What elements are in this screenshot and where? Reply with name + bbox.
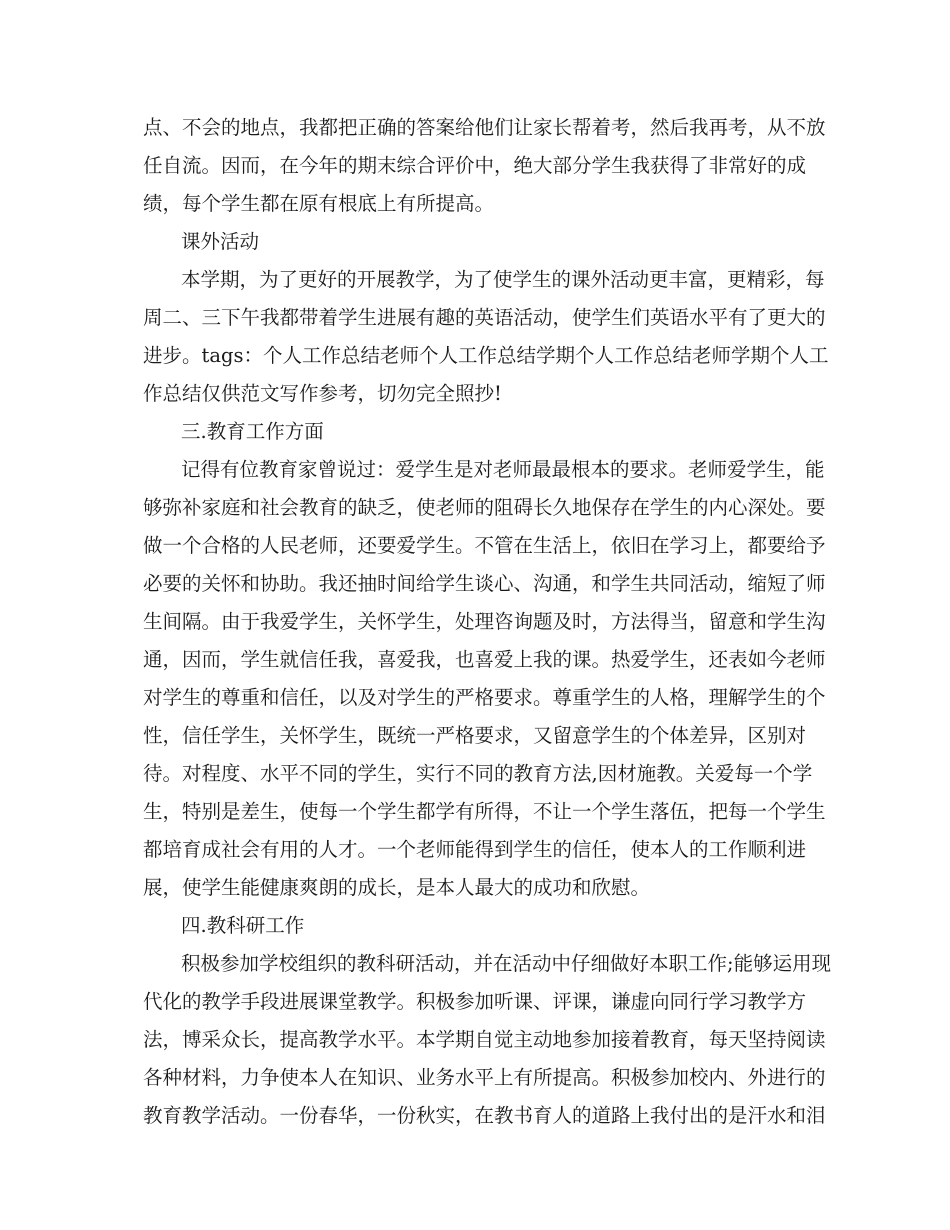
- text-line: 都培育成社会有用的人才。一个老师能得到学生的信任，使本人的工作顺利进: [143, 838, 807, 861]
- section-heading: 课外活动: [181, 230, 260, 253]
- text-line: 生间隔。由于我爱学生，关怀学生，处理咨询题及时，方法得当，留意和学生沟: [143, 610, 826, 633]
- text-line: 代化的教学手段进展课堂教学。积极参加听课、评课，谦虚向同行学习教学方: [143, 990, 807, 1013]
- section-heading: 三.教育工作方面: [181, 420, 324, 443]
- text-line: 待。对程度、水平不同的学生，实行不同的教育方法,因材施教。关爱每一个学: [143, 762, 813, 785]
- text-line: 生，特别是差生，使每一个学生都学有所得，不让一个学生落伍，把每一个学生: [143, 800, 826, 823]
- text-line: 任自流。因而，在今年的期末综合评价中，绝大部分学生我获得了非常好的成: [143, 154, 807, 177]
- text-line: 积极参加学校组织的教科研活动，并在活动中仔细做好本职工作;能够运用现: [181, 952, 832, 975]
- text-line: 点、不会的地点，我都把正确的答案给他们让家长帮着考，然后我再考，从不放: [143, 116, 826, 139]
- text-line: 各种材料，力争使本人在知识、业务水平上有所提高。积极参加校内、外进行的: [143, 1066, 826, 1089]
- text-line: 性，信任学生，关怀学生，既统一严格要求，又留意学生的个体差异，区别对: [143, 724, 807, 747]
- text-line: 教育教学活动。一份春华，一份秋实，在教书育人的道路上我付出的是汗水和泪: [143, 1104, 826, 1127]
- text-line: 对学生的尊重和信任，以及对学生的严格要求。尊重学生的人格，理解学生的个: [143, 686, 826, 709]
- text-line: 做一个合格的人民老师，还要爱学生。不管在生活上，依旧在学习上，都要给予: [143, 534, 826, 557]
- text-line: 进步。tags：个人工作总结老师个人工作总结学期个人工作总结老师学期个人工: [143, 344, 829, 367]
- text-line: 通，因而，学生就信任我，喜爱我，也喜爱上我的课。热爱学生，还表如今老师: [143, 648, 826, 671]
- text-line: 够弥补家庭和社会教育的缺乏，使老师的阻碍长久地保存在学生的内心深处。要: [143, 496, 826, 519]
- text-line: 周二、三下午我都带着学生进展有趣的英语活动，使学生们英语水平有了更大的: [143, 306, 826, 329]
- text-line: 必要的关怀和协助。我还抽时间给学生谈心、沟通，和学生共同活动，缩短了师: [143, 572, 826, 595]
- text-line: 绩，每个学生都在原有根底上有所提高。: [143, 192, 495, 215]
- section-heading: 四.教科研工作: [181, 914, 305, 937]
- text-line: 法，博采众长，提高教学水平。本学期自觉主动地参加接着教育，每天坚持阅读: [143, 1028, 826, 1051]
- text-line: 本学期，为了更好的开展教学，为了使学生的课外活动更丰富，更精彩，每: [181, 268, 825, 291]
- text-line: 作总结仅供范文写作参考，切勿完全照抄!: [143, 382, 502, 405]
- text-line: 展，使学生能健康爽朗的成长，是本人最大的成功和欣慰。: [143, 876, 651, 899]
- text-line: 记得有位教育家曾说过：爱学生是对老师最最根本的要求。老师爱学生，能: [181, 458, 825, 481]
